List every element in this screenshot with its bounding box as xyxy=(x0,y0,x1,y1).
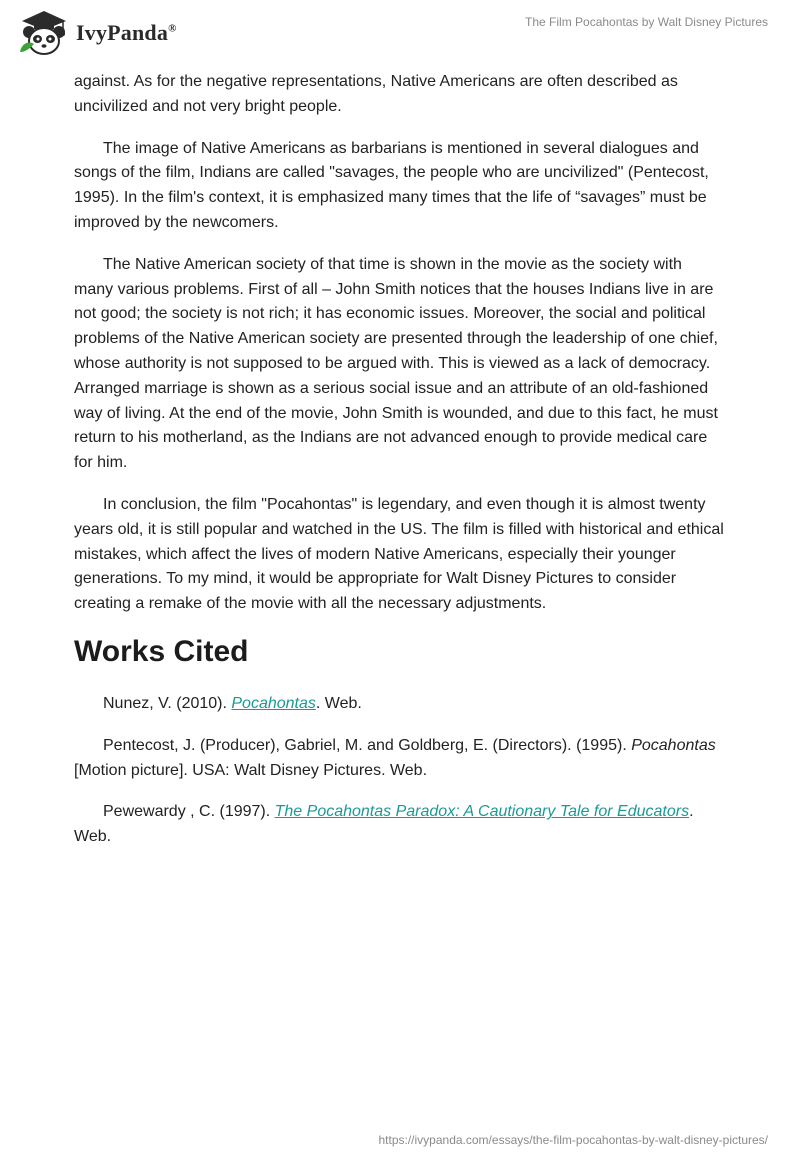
page-header xyxy=(0,0,800,66)
citation-title: Pocahontas xyxy=(631,736,716,754)
panda-graduate-icon xyxy=(14,8,74,58)
document-title: The Film Pocahontas by Walt Disney Pictures xyxy=(525,15,768,29)
citation-pewewardy: Pewewardy , C. (1997). The Pocahontas Paradox: A Cautionary Tale for Educators. Web. xyxy=(74,803,694,846)
citation-nunez: Nunez, V. (2010). Pocahontas. Web. xyxy=(103,694,362,712)
ivypanda-logo[interactable] xyxy=(14,8,184,58)
paragraph: against. As for the negative representations, Native Americans are often described as uncivilized and not very bright people. xyxy=(74,73,678,115)
paragraph: The Native American society of that time is shown in the movie as the society with many various problems. First of all – John Smith notices that the houses Indians live in are not good; the society is not rich; it has economic issues. Moreover, the social and political problems of the Native American society are presented through the leadership of one chief, whose authority is not supposed to be argued with. This is viewed as a lack of democracy. Arranged marriage is shown as a serious social issue and an attribute of an old-fashioned way of living. At the end of the movie, John Smith is wounded, and due to this fact, he must return to his motherland, as the Indians are not advanced enough to provide medical care for him. xyxy=(74,255,718,472)
citation-pentecost: Pentecost, J. (Producer), Gabriel, M. and Goldberg, E. (Directors). (1995). Pocahontas [Motion picture]. USA: Walt Disney Pictures. Web. xyxy=(74,736,716,779)
paragraph: In conclusion, the film "Pocahontas" is legendary, and even though it is almost twenty years old, it is still popular and watched in the US. The film is filled with historical and ethical mistakes, which affect the lives of modern Native Americans, especially their younger generations. To my mind, it would be appropriate for Walt Disney Pictures to consider creating a remake of the movie with all the necessary adjustments. xyxy=(74,495,724,613)
footer-url: https://ivypanda.com/essays/the-film-pocahontas-by-walt-disney-pictures/ xyxy=(378,1133,768,1147)
essay-content xyxy=(74,70,724,867)
citation-link-pocahontas-paradox[interactable]: The Pocahontas Paradox: A Cautionary Tale for Educators xyxy=(274,803,690,821)
works-cited-heading: Works Cited xyxy=(74,634,249,668)
citation-link-pocahontas[interactable]: Pocahontas xyxy=(231,694,316,712)
brand-name: IvyPanda® xyxy=(76,20,177,45)
paragraph: The image of Native Americans as barbarians is mentioned in several dialogues and songs of the film, Indians are called "savages, the people who are uncivilized" (Pentecost, 1995). In the film's context, it is emphasized many times that the life of “savages” must be improved by the newcomers. xyxy=(74,139,709,231)
